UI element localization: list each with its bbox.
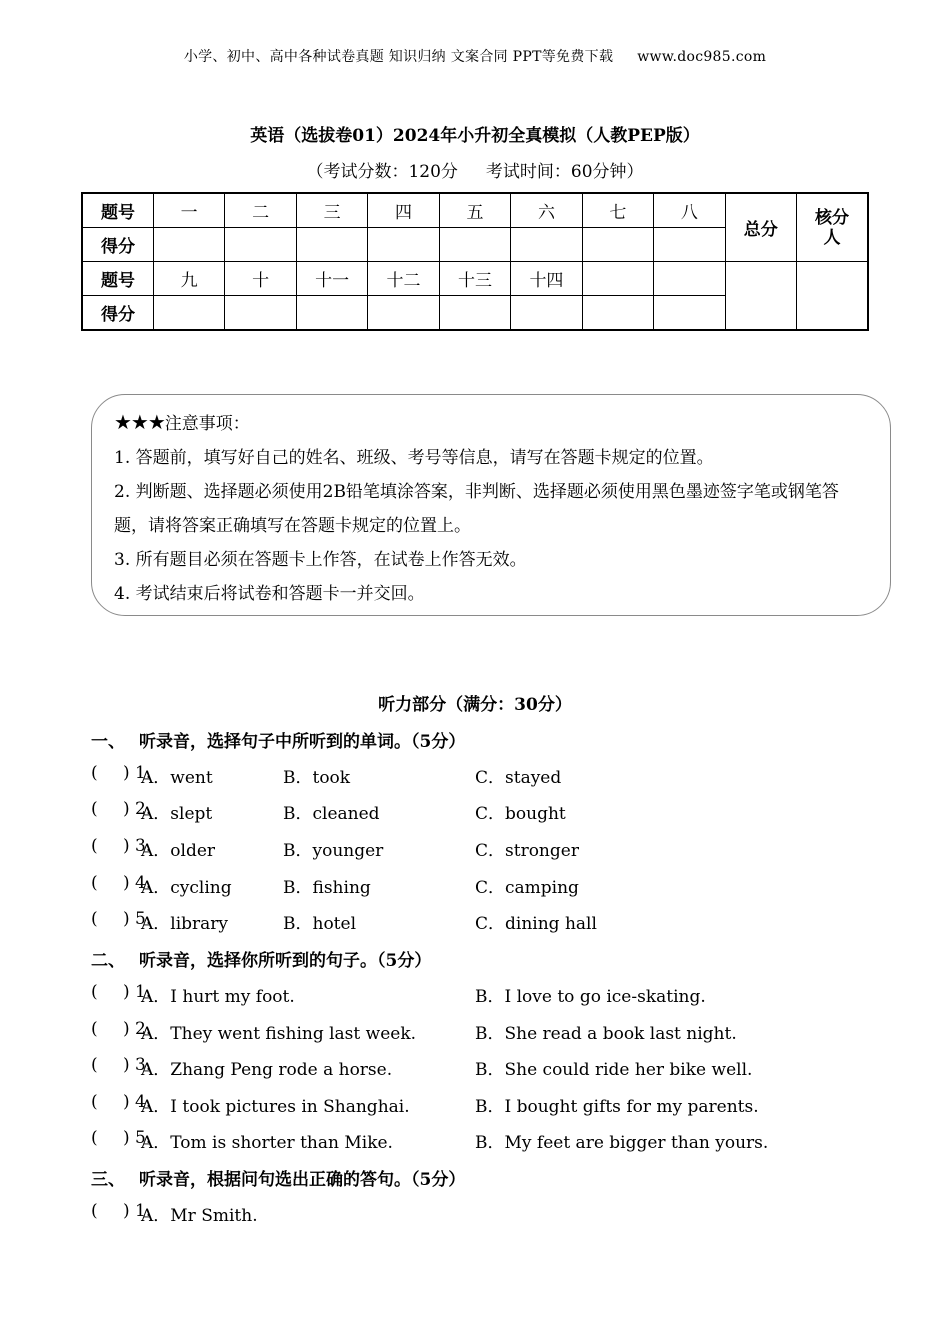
question-number-cell: 五 — [439, 193, 510, 228]
answer-paren[interactable]: ( — [91, 763, 98, 783]
option-b: B．I bought gifts for my parents. — [475, 1097, 759, 1117]
answer-paren[interactable]: ( — [91, 982, 98, 1002]
question-number: ) 1. — [123, 763, 152, 783]
question-number: ) 1. — [123, 982, 152, 1002]
score-cell[interactable] — [582, 228, 653, 262]
part3-heading — [91, 1165, 465, 1190]
score-cell[interactable] — [368, 296, 439, 331]
question-number-cell: 十三 — [439, 262, 510, 296]
question-row — [91, 1201, 891, 1225]
score-label: 得分 — [82, 296, 153, 331]
score-cell[interactable] — [511, 228, 582, 262]
question-row — [91, 1092, 891, 1116]
option-c: C．stronger — [475, 841, 579, 861]
total-score-cell[interactable] — [725, 262, 796, 331]
option-a: A．Zhang Peng rode a horse. — [141, 1060, 393, 1080]
option-a: A．I took pictures in Shanghai. — [141, 1097, 410, 1117]
question-number-label: 题号 — [82, 262, 153, 296]
part2-number: 二、 — [91, 951, 125, 971]
score-cell[interactable] — [654, 296, 725, 331]
question-row — [91, 1128, 891, 1152]
score-cell[interactable] — [582, 296, 653, 331]
option-b: B．fishing — [283, 878, 371, 898]
star-icon: ★★★ — [114, 410, 165, 434]
score-cell[interactable] — [368, 228, 439, 262]
part1-number: 一、 — [91, 732, 125, 752]
question-row — [91, 909, 891, 933]
question-number-label: 题号 — [82, 193, 153, 228]
option-b: B．hotel — [283, 914, 357, 934]
option-a: A．older — [141, 841, 216, 861]
score-cell[interactable] — [225, 228, 296, 262]
question-number-cell: 四 — [368, 193, 439, 228]
notice-item: 3. 所有题目必须在答题卡上作答，在试卷上作答无效。 — [114, 550, 527, 570]
notice-item: 1. 答题前，填写好自己的姓名、班级、考号等信息，请写在答题卡规定的位置。 — [114, 448, 714, 468]
option-a: A．They went fishing last week. — [141, 1024, 417, 1044]
checker-label — [797, 193, 868, 262]
part2-heading — [91, 946, 431, 971]
listening-section-title: 听力部分（满分：30分） — [378, 695, 572, 715]
option-a: A．slept — [141, 804, 213, 824]
option-b: B．took — [283, 768, 351, 788]
option-a: A．I hurt my foot. — [141, 987, 295, 1007]
answer-paren[interactable]: ( — [91, 1092, 98, 1112]
question-number-cell: 六 — [511, 193, 582, 228]
score-cell[interactable] — [153, 228, 224, 262]
option-b: B．cleaned — [283, 804, 380, 824]
option-c: C．bought — [475, 804, 566, 824]
notice-heading — [114, 405, 868, 441]
option-a: A．cycling — [141, 878, 232, 898]
option-c: C．camping — [475, 878, 579, 898]
option-a: A．went — [141, 768, 213, 788]
question-row — [91, 1055, 891, 1079]
question-number-cell — [582, 262, 653, 296]
option-b: B．She read a book last night. — [475, 1024, 737, 1044]
question-number: ) 2. — [123, 799, 152, 819]
score-cell[interactable] — [439, 228, 510, 262]
notice-item: 4. 考试结束后将试卷和答题卡一并交回。 — [114, 584, 425, 604]
option-b: B．younger — [283, 841, 384, 861]
part1-heading — [91, 727, 465, 752]
question-number: ) 3. — [123, 836, 152, 856]
header-text: 小学、初中、高中各种试卷真题 知识归纳 文案合同 PPT等免费下载 — [183, 49, 614, 65]
score-cell[interactable] — [654, 228, 725, 262]
question-number: ) 5. — [123, 909, 152, 929]
part1-title: 听录音，选择句子中所听到的单词。（5分） — [139, 732, 466, 752]
part3-title: 听录音，根据问句选出正确的答句。（5分） — [139, 1170, 466, 1190]
score-cell[interactable] — [296, 228, 367, 262]
question-number-cell: 三 — [296, 193, 367, 228]
question-number: ) 5. — [123, 1128, 152, 1148]
option-b: B．She could ride her bike well. — [475, 1060, 753, 1080]
option-c: C．stayed — [475, 768, 562, 788]
option-a: A．Mr Smith. — [141, 1206, 258, 1226]
score-table-row — [82, 193, 868, 228]
score-cell[interactable] — [511, 296, 582, 331]
question-number-cell — [654, 262, 725, 296]
option-b: B．My feet are bigger than yours. — [475, 1133, 769, 1153]
score-cell[interactable] — [153, 296, 224, 331]
answer-paren[interactable]: ( — [91, 909, 98, 929]
exam-time-info: 考试时间：60分钟） — [485, 162, 644, 182]
question-row — [91, 873, 891, 897]
page-header — [0, 46, 950, 66]
answer-paren[interactable]: ( — [91, 1019, 98, 1039]
option-b: B．I love to go ice-skating. — [475, 987, 706, 1007]
notice-item: 2. 判断题、选择题必须使用2B铅笔填涂答案，非判断、选择题必须使用黑色墨迹签字笔或钢笔答题，请将答案正确填写在答题卡规定的位置上。 — [114, 482, 839, 536]
question-number: ) 4. — [123, 873, 152, 893]
score-table — [81, 192, 869, 331]
question-row — [91, 763, 891, 787]
header-site: www.doc985.com — [637, 49, 767, 65]
question-number-cell: 二 — [225, 193, 296, 228]
score-table-row — [82, 262, 868, 296]
question-row — [91, 982, 891, 1006]
score-label: 得分 — [82, 228, 153, 262]
score-cell[interactable] — [439, 296, 510, 331]
total-score-label: 总分 — [725, 193, 796, 262]
exam-title: 英语（选拔卷01）2024年小升初全真模拟（人教PEP版） — [250, 126, 700, 146]
question-row — [91, 1019, 891, 1043]
question-number-cell: 七 — [582, 193, 653, 228]
question-number: ) 2. — [123, 1019, 152, 1039]
answer-paren[interactable]: ( — [91, 799, 98, 819]
answer-paren[interactable]: ( — [91, 836, 98, 856]
option-a: A．library — [141, 914, 229, 934]
question-number: ) 4. — [123, 1092, 152, 1112]
question-number-cell: 十四 — [511, 262, 582, 296]
question-number-cell: 十 — [225, 262, 296, 296]
question-number: ) 3. — [123, 1055, 152, 1075]
answer-paren[interactable]: ( — [91, 1201, 98, 1221]
score-cell[interactable] — [296, 296, 367, 331]
checker-cell[interactable] — [797, 262, 868, 331]
answer-paren[interactable]: ( — [91, 1128, 98, 1148]
question-number-cell: 八 — [654, 193, 725, 228]
option-a: A．Tom is shorter than Mike. — [141, 1133, 393, 1153]
answer-paren[interactable]: ( — [91, 873, 98, 893]
question-row — [91, 799, 891, 823]
part2-title: 听录音，选择你所听到的句子。（5分） — [139, 951, 432, 971]
answer-paren[interactable]: ( — [91, 1055, 98, 1075]
exam-score-info: （考试分数：120分 — [306, 162, 458, 182]
notice-box — [91, 394, 891, 616]
exam-subtitle — [0, 157, 950, 182]
question-number-cell: 十二 — [368, 262, 439, 296]
question-row — [91, 836, 891, 860]
score-cell[interactable] — [225, 296, 296, 331]
question-number-cell: 九 — [153, 262, 224, 296]
option-c: C．dining hall — [475, 914, 597, 934]
part3-number: 三、 — [91, 1170, 125, 1190]
notice-heading-text: 注意事项： — [164, 414, 250, 434]
question-number-cell: 十一 — [296, 262, 367, 296]
question-number-cell: 一 — [153, 193, 224, 228]
checker-label-text: 核分人 — [815, 207, 850, 248]
question-number: ) 1. — [123, 1201, 152, 1221]
